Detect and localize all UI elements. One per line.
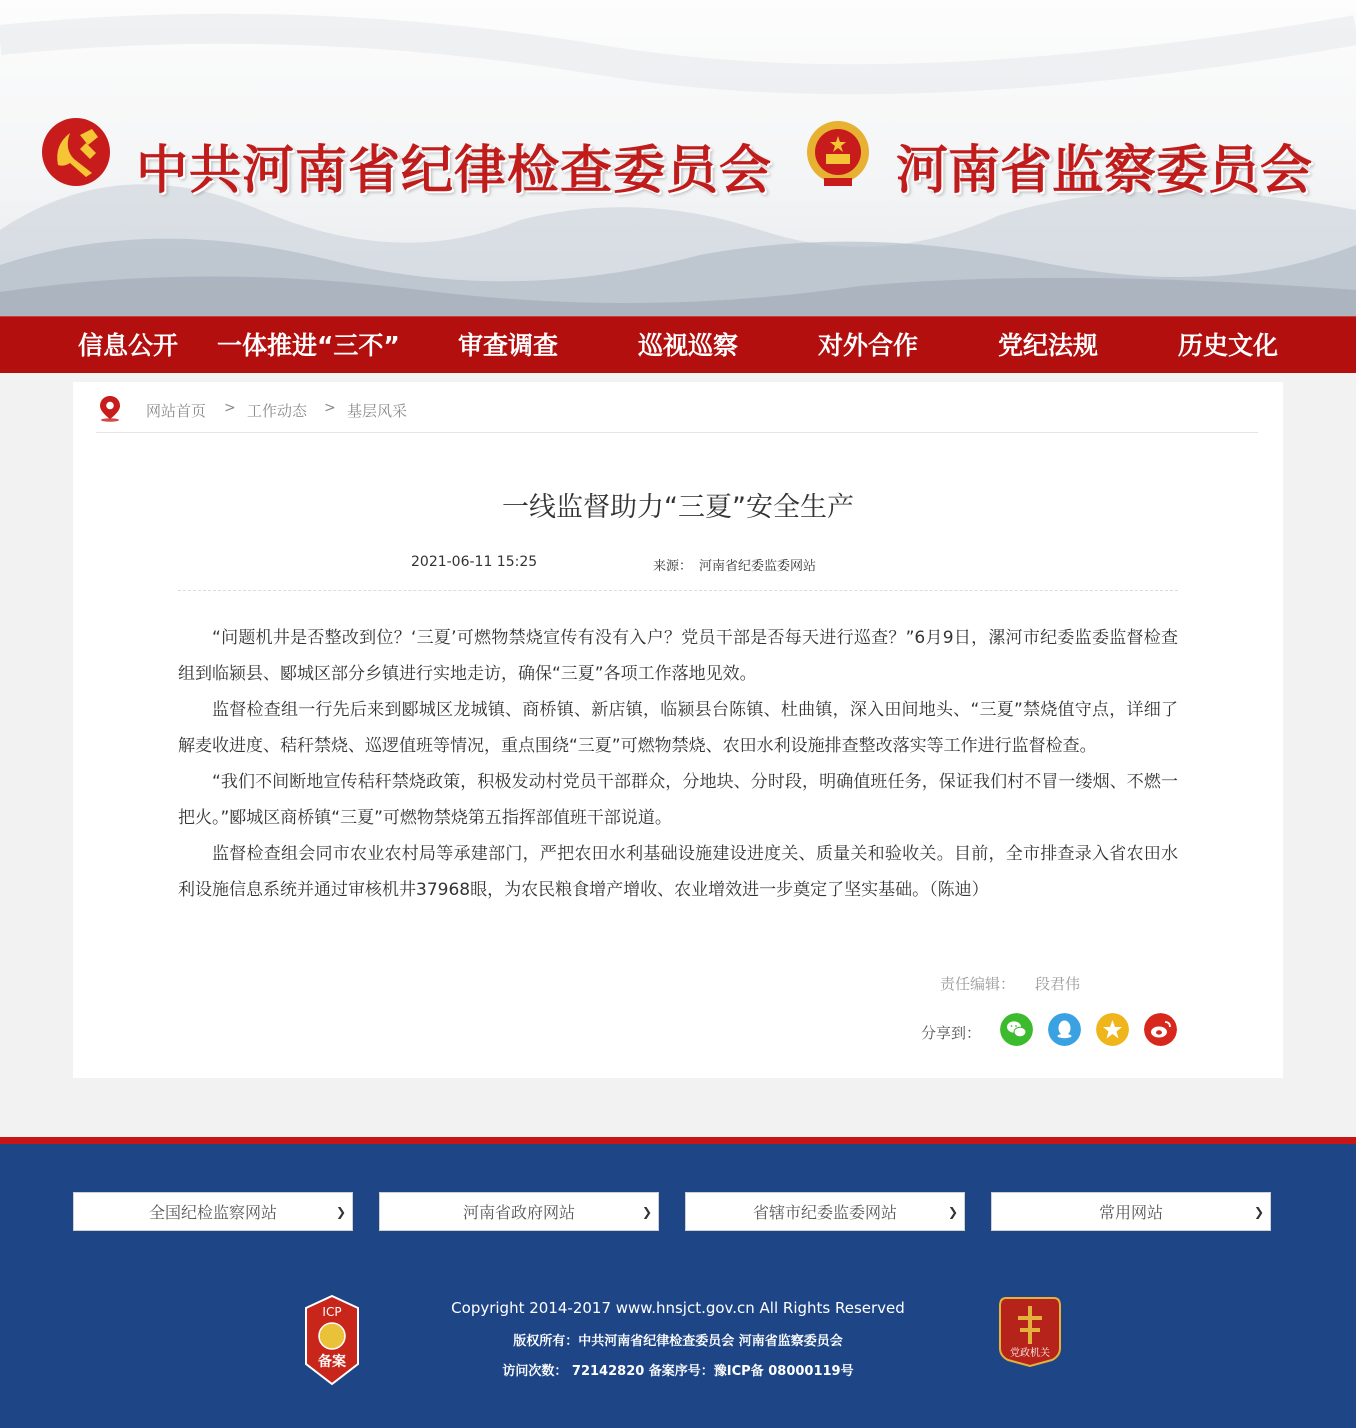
chevron-down-icon: ❯ [1253,1205,1264,1219]
article-meta-divider [178,590,1178,591]
breadcrumb-separator: > [224,400,236,416]
select-label: 河南省政府网站 [462,1203,575,1222]
select-city-commission-sites[interactable] [685,1192,965,1231]
chevron-down-icon: ❯ [641,1205,652,1219]
breadcrumb-work-news[interactable]: 工作动态 [247,402,308,420]
national-emblem-icon [804,118,872,190]
breadcrumb-grassroots[interactable]: 基层风采 [347,402,408,420]
nav-item-investigation[interactable]: 审查调查 [458,331,559,360]
select-label: 常用网站 [1098,1203,1163,1222]
article-title: 一线监督助力“三夏”安全生产 [502,492,854,523]
nav-item-three-no[interactable]: 一体推进“三不” [217,331,400,360]
chevron-down-icon: ❯ [335,1205,346,1219]
footer-stats: 访问次数： 72142820 备案序号：豫ICP备 08000119号 [502,1364,854,1379]
party-gov-org-badge-icon[interactable] [998,1294,1062,1368]
nav-item-inspection[interactable]: 巡视巡察 [638,331,739,360]
nav-item-regulations[interactable]: 党纪法规 [998,331,1099,360]
wechat-icon[interactable] [1000,1013,1033,1046]
editor-name: 段君伟 [1035,975,1081,993]
article-paragraph: “问题机井是否整改到位？‘三夏’可燃物禁烧宣传有没有入户？党员干部是否每天进行巡查？”6月9日，漯河市纪委监委监督检查组到临颍县、郾城区部分乡镇进行实地走访，确保“三夏”各项工作落地见效。 [178,628,1178,684]
footer-owner: 版权所有：中共河南省纪律检查委员会 河南省监察委员会 [513,1334,843,1349]
article-source-label: 来源： [653,559,693,574]
svg-text:备案: 备案 [318,1354,346,1370]
location-pin-icon [97,394,123,422]
nav-item-cooperation[interactable]: 对外合作 [818,331,919,360]
select-common-sites[interactable] [991,1192,1271,1231]
breadcrumb-home[interactable]: 网站首页 [146,402,207,420]
article-paragraph: 监督检查组一行先后来到郾城区龙城镇、商桥镇、新店镇，临颍县台陈镇、杜曲镇，深入田间地头、“三夏”禁烧值守点，详细了解麦收进度、秸秆禁烧、巡逻值班等情况，重点围绕“三夏”可燃物禁烧、农田水利设施排查整改落实等工作进行监督检查。 [178,700,1178,756]
supervision-commission-title: 河南省监察委员会 [896,140,1313,201]
svg-text:党政机关: 党政机关 [1010,1348,1050,1359]
main-nav [0,316,1356,373]
nav-item-history[interactable]: 历史文化 [1178,331,1279,360]
weibo-icon[interactable] [1144,1013,1177,1046]
article-body [178,620,1178,908]
share-label: 分享到： [921,1024,982,1042]
article-paragraph: 监督检查组会同市农业农村局等承建部门，严把农田水利基础设施建设进度关、质量关和验收关。目前，全市排查录入省农田水利设施信息系统并通过审核机井37968眼，为农民粮食增产增收、农业增效进一步奠定了坚实基础。（陈迪） [178,844,1178,900]
editor-label: 责任编辑： [940,975,1016,993]
nav-item-info-disclosure[interactable]: 信息公开 [78,331,179,360]
svg-text:ICP: ICP [322,1305,342,1319]
party-commission-title: 中共河南省纪律检查委员会 [136,140,773,201]
chevron-down-icon: ❯ [947,1205,958,1219]
article-source: 河南省纪委监委网站 [699,559,817,574]
site-footer [0,1144,1356,1428]
breadcrumb-separator: > [324,400,336,416]
select-label: 全国纪检监察网站 [148,1203,277,1222]
footer-copyright: Copyright 2014-2017 www.hnsjct.gov.cn All Rights Reserved [451,1299,905,1317]
article-panel [73,382,1283,1078]
select-province-gov-sites[interactable] [379,1192,659,1231]
select-label: 省辖市纪委监委网站 [752,1203,897,1222]
qzone-icon[interactable] [1096,1013,1129,1046]
party-emblem-icon [40,115,112,189]
breadcrumb-divider [96,432,1258,433]
select-national-sites[interactable] [73,1192,353,1231]
site-header [0,0,1356,316]
article-paragraph: “我们不间断地宣传秸秆禁烧政策，积极发动村党员干部群众，分地块、分时段，明确值班任务，保证我们村不冒一缕烟、不燃一把火。”郾城区商桥镇“三夏”可燃物禁烧第五指挥部值班干部说道。 [178,772,1178,828]
article-date: 2021-06-11 15:25 [411,554,538,570]
qq-icon[interactable] [1048,1013,1081,1046]
footer-accent-stripe [0,1137,1356,1144]
